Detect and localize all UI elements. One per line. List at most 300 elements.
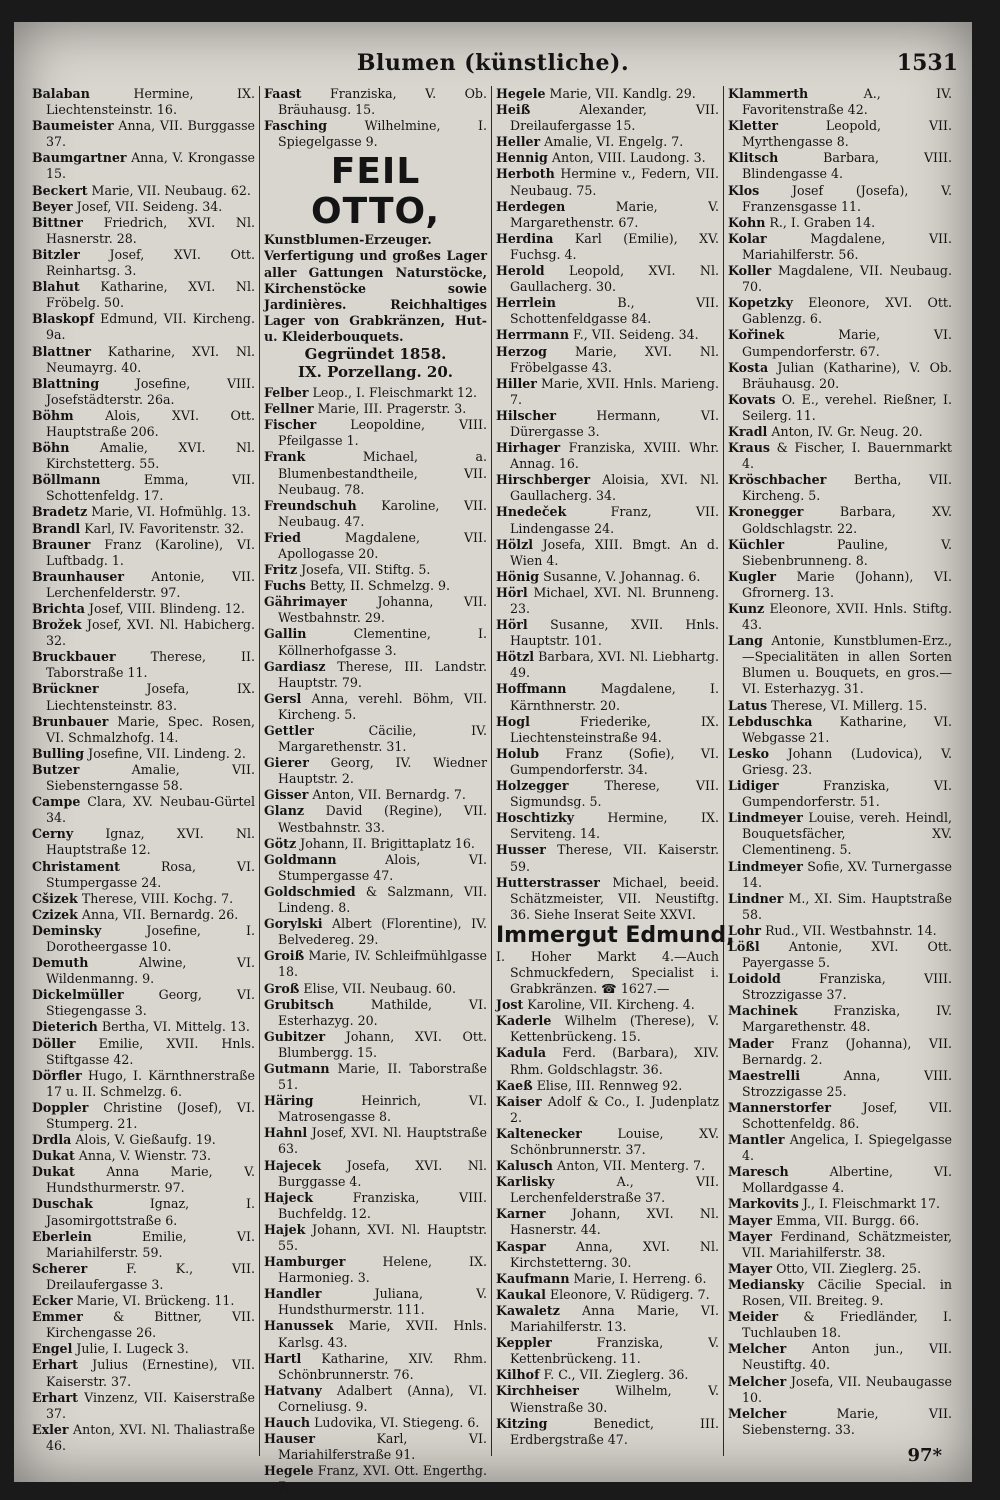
entry-name: Kletter (728, 118, 779, 134)
entry-details: Anna Marie, VI. Mariahilferstr. 13. (510, 1302, 719, 1335)
directory-entry (728, 392, 952, 424)
directory-entry (264, 385, 487, 401)
directory-entry (496, 997, 719, 1013)
entry-details: Benedict, III. Erdbergstraße 47. (510, 1415, 719, 1447)
directory-entry (728, 1261, 952, 1277)
entry-details: Josef, VIII. Blindeng. 12. (88, 601, 245, 616)
directory-entry (728, 939, 952, 971)
entry-details: Vinzenz, VII. Kaiserstraße 37. (46, 1389, 255, 1421)
entry-name: Götz (264, 835, 297, 851)
directory-entry (264, 86, 487, 118)
entry-details: Hermine, IX. Serviteng. 14. (510, 810, 719, 842)
entry-details: Josef, XVI. Nl. Habicherg. 32. (46, 617, 255, 649)
directory-entry (496, 102, 719, 134)
entry-name: Meider (728, 1309, 779, 1325)
directory-entry (496, 86, 719, 102)
directory-entry (32, 746, 255, 762)
entry-details: Emma, VII. Burgg. 66. (776, 1212, 920, 1228)
directory-entry (496, 1271, 719, 1287)
directory-entry (496, 1303, 719, 1335)
entry-name: Mannerstorfer (728, 1099, 832, 1115)
ad-immergut-name: Immergut Edmund, (496, 922, 735, 948)
entry-name: Maresch (728, 1164, 789, 1180)
entry-details: Marie, IV. Schleifmühlgasse 18. (278, 948, 487, 980)
directory-entry (728, 537, 952, 569)
entry-details: Franziska, V. Ob. Bräuhausg. 15. (278, 86, 487, 118)
directory-entry (496, 440, 719, 472)
entry-details: Magdalene, VII. Neubaug. 70. (742, 263, 952, 295)
entry-details: Josefine, I. Dorotheergasse 10. (46, 922, 255, 954)
entry-name: Fried (264, 529, 301, 545)
directory-entry (264, 916, 487, 948)
entry-details: Josefine, VII. Lindeng. 2. (88, 745, 246, 761)
entry-name: Lohr (728, 922, 762, 938)
directory-entry (264, 626, 487, 658)
entry-details: Louise, vereh. Heindl, Bouquetsfächer, XV. Clementineng. 5. (742, 810, 952, 858)
directory-entry (496, 778, 719, 810)
entry-details: F. C., VII. Zieglerg. 36. (543, 1367, 689, 1383)
entry-details: Emilie, XVII. Hnls. Stiftgasse 42. (46, 1035, 255, 1067)
entry-name: Mayer (728, 1212, 773, 1228)
directory-entry (264, 948, 487, 980)
directory-entry (496, 875, 719, 923)
entry-details: Heinrich, VI. Matrosengasse 8. (278, 1093, 487, 1125)
entry-name: Döller (32, 1035, 76, 1051)
entry-name: Kaufmann (496, 1270, 570, 1286)
entry-details: Anton, XVI. Nl. Thaliastraße 46. (46, 1421, 255, 1453)
directory-entry (32, 649, 255, 681)
directory-entry (32, 569, 255, 601)
entry-details: & Fischer, I. Bauernmarkt 4. (742, 440, 952, 472)
entry-name: Braunhauser (32, 568, 124, 584)
entry-name: Blahut (32, 279, 80, 295)
directory-entry (32, 1390, 255, 1422)
advertisement-feil-otto (264, 152, 487, 381)
entry-details: Ignaz, XVI. Nl. Hauptstraße 12. (46, 826, 255, 858)
entry-details: Franziska, IV. Margarethenstr. 48. (742, 1003, 952, 1035)
directory-entry (728, 1277, 952, 1309)
entry-name: Cšizek (32, 890, 78, 906)
directory-entry (32, 1422, 255, 1454)
entry-details: Wilhelm, V. Wienstraße 30. (510, 1383, 719, 1415)
entry-name: Hörl (496, 617, 528, 633)
entry-details: Marie, VII. Neubaug. 62. (91, 182, 251, 198)
entry-name: Drdla (32, 1132, 72, 1148)
directory-entry (264, 691, 487, 723)
directory-entry (496, 295, 719, 327)
directory-entry (264, 1415, 487, 1431)
directory-entry (264, 1463, 487, 1495)
entry-details: Susanne, XVII. Hnls. Hauptstr. 101. (510, 617, 719, 649)
entry-details: Anna, VII. Bernardg. 26. (81, 906, 239, 922)
entry-name: Blaskopf (32, 311, 95, 327)
entry-details: Josef, VII. Seideng. 34. (76, 198, 223, 214)
entry-details: Alwine, VI. Wildenmanng. 9. (46, 955, 255, 987)
entry-name: Kadula (496, 1045, 547, 1061)
entry-name: Bruckbauer (32, 649, 116, 665)
directory-entry (32, 1196, 255, 1228)
entry-name: Fellner (264, 401, 314, 417)
directory-entry (496, 617, 719, 649)
entry-name: Goldschmied (264, 883, 356, 899)
directory-entry (264, 417, 487, 449)
entry-name: Campe (32, 794, 81, 810)
footer-signature: 97* (907, 1445, 942, 1466)
entry-name: Balaban (32, 86, 90, 101)
entry-details: Juliana, V. Hundsthurmerstr. 111. (278, 1286, 487, 1318)
entry-details: Otto, VII. Zieglerg. 25. (776, 1260, 922, 1276)
entry-details: F. K., VII. Dreilaufergasse 3. (46, 1260, 255, 1292)
entry-details: Marie, III. Pragerstr. 3. (317, 401, 467, 417)
directory-entry (728, 859, 952, 891)
directory-entry (728, 1341, 952, 1373)
directory-entry (264, 884, 487, 916)
entry-name: Jost (496, 997, 524, 1013)
entry-details: Johann, II. Brigittaplatz 16. (300, 835, 475, 851)
entry-details: Franziska, VIII. Buchfeldg. 12. (278, 1189, 487, 1221)
entry-name: Fuchs (264, 578, 306, 594)
entry-details: Franziska, VIII. Strozzigasse 37. (742, 971, 952, 1003)
entry-details: Leopold, XVI. Nl. Gaullacherg. 30. (510, 263, 719, 295)
entry-details: Elise, III. Rennweg 92. (536, 1077, 683, 1093)
entry-details: Anton, VII. Bernardg. 7. (312, 787, 466, 803)
directory-entry (728, 1229, 952, 1261)
entry-details: Marie, VI. Hofmühlg. 13. (91, 504, 251, 520)
entry-details: Therese, II. Taborstraße 11. (46, 649, 255, 681)
directory-entry (32, 1100, 255, 1132)
entry-name: Kirchheiser (496, 1383, 579, 1399)
entry-details: Adalbert (Anna), VI. Corneliusg. 9. (278, 1382, 487, 1414)
directory-entry (32, 440, 255, 472)
entry-details: Magdalene, I. Kärnthnerstr. 20. (510, 681, 719, 713)
entry-details: Franziska, V. Kettenbrückeng. 11. (510, 1335, 719, 1367)
entry-name: Kradl (728, 423, 768, 439)
entry-name: Dukat (32, 1148, 75, 1164)
directory-entry (32, 247, 255, 279)
entry-name: Mantler (728, 1132, 785, 1148)
entry-name: Häring (264, 1093, 314, 1109)
entry-details: Anna, V. Krongasse 15. (46, 150, 255, 182)
entry-details: Josefine, VIII. Josefstädterstr. 26a. (46, 375, 255, 407)
directory-entry (496, 649, 719, 681)
entry-details: Johann, XVI. Nl. Hasnerstr. 44. (510, 1206, 719, 1238)
entry-name: Heller (496, 134, 541, 150)
directory-entry (728, 633, 952, 697)
directory-entry (32, 183, 255, 199)
ad-immergut-text: I. Hoher Markt 4.—Auch Schmuckfedern, Specialist i. Grabkränzen. ☎ 1627.— (496, 948, 719, 997)
entry-name: Karner (496, 1206, 546, 1222)
directory-entry (264, 1351, 487, 1383)
entry-details: Antonie, VII. Lerchenfelderstr. 97. (46, 568, 255, 600)
directory-entry (264, 1190, 487, 1222)
entry-name: Bradetz (32, 504, 88, 520)
entry-details: Barbara, XV. Goldschlagstr. 22. (742, 504, 952, 536)
page-title: Blumen (künstliche). (356, 50, 630, 76)
entry-details: Wilhelmine, I. Spiegelgasse 9. (278, 118, 487, 150)
entry-details: Amalie, XVI. Nl. Kirchstetterg. 55. (46, 440, 255, 472)
entry-name: Felber (264, 385, 309, 401)
entry-details: Karoline, VII. Neubaug. 47. (278, 497, 487, 529)
entry-name: Hoffmann (496, 681, 567, 697)
entry-details: Alexander, VII. Dreilaufergasse 15. (510, 102, 719, 134)
entry-details: Franz (Sofie), VI. Gumpendorferstr. 34. (510, 745, 719, 777)
directory-entry (32, 1341, 255, 1357)
entry-name: Melcher (728, 1341, 787, 1357)
entry-name: Glanz (264, 803, 305, 819)
entry-details: Eleonore, XVII. Hnls. Stiftg. 43. (742, 601, 952, 633)
entry-name: Bulling (32, 745, 85, 761)
entry-name: Brauner (32, 536, 91, 552)
entry-details: Julie, I. Lugeck 3. (76, 1341, 189, 1357)
entry-name: Hegele (496, 86, 546, 101)
entry-details: Franz (Johanna), VII. Bernardg. 2. (742, 1035, 952, 1067)
entry-name: Karlisky (496, 1174, 555, 1190)
entry-name: Deminsky (32, 922, 102, 938)
entry-details: Marie, VII. Siebensterng. 33. (742, 1405, 952, 1437)
entry-name: Erhart (32, 1389, 79, 1405)
directory-entry (32, 1068, 255, 1100)
directory-entry (728, 295, 952, 327)
directory-entry (728, 1100, 952, 1132)
entry-name: Koller (728, 263, 772, 279)
entry-details: Therese, VII. Kaiserstr. 59. (510, 842, 719, 874)
entry-name: Lidiger (728, 778, 779, 794)
entry-details: Edmund, VII. Kircheng. 9a. (46, 311, 255, 343)
entry-details: O. E., verehel. Rießner, I. Seilerg. 11. (742, 391, 952, 423)
entry-details: Rosa, VI. Stumpergasse 24. (46, 858, 255, 890)
entry-name: Gährimayer (264, 594, 347, 610)
entry-details: Marie, Spec. Rosen, VI. Schmalzhofg. 14. (46, 713, 255, 745)
directory-entry (728, 1068, 952, 1100)
entry-name: Handler (264, 1286, 322, 1302)
entry-name: Lindmeyer (728, 858, 803, 874)
entry-name: Frank (264, 449, 306, 465)
entry-name: Herrmann (496, 327, 569, 343)
directory-entry (496, 134, 719, 150)
directory-entry (32, 118, 255, 150)
entry-name: Kronegger (728, 504, 804, 520)
entry-details: Barbara, VIII. Blindengasse 4. (742, 150, 952, 182)
directory-entry (496, 537, 719, 569)
entry-details: B., VII. Schottenfeldgasse 84. (510, 295, 719, 327)
directory-entry (728, 1406, 952, 1438)
entry-name: Demuth (32, 955, 89, 971)
entry-name: Ecker (32, 1293, 73, 1309)
entry-details: Josef, XVI. Nl. Hauptstraße 63. (278, 1125, 487, 1157)
entry-name: Hatvany (264, 1382, 322, 1398)
entry-details: Amalie, VII. Siebensterngasse 58. (46, 761, 255, 794)
entry-details: Bertha, VII. Kircheng. 5. (742, 472, 952, 504)
entry-details: Michael, XVI. Nl. Brunneng. 23. (510, 584, 719, 616)
entry-details: A., IV. Favoritenstraße 42. (742, 86, 952, 118)
directory-entry (264, 659, 487, 691)
entry-details: Anna Marie, V. Hundsthurmerstr. 97. (46, 1164, 255, 1196)
directory-entry (728, 1213, 952, 1229)
directory-entry (496, 1174, 719, 1206)
entry-details: Emilie, VI. Mariahilferstr. 59. (46, 1228, 255, 1260)
directory-entry (728, 891, 952, 923)
entry-name: Gersl (264, 690, 302, 706)
entry-name: Herrlein (496, 295, 556, 311)
entry-name: Brandl (32, 520, 81, 536)
directory-entry (32, 344, 255, 376)
entry-details: Anna, VII. Burggasse 37. (46, 118, 255, 150)
entry-details: Christine (Josef), VI. Stumperg. 21. (46, 1099, 255, 1131)
entry-name: Hogl (496, 713, 530, 729)
entry-name: Kovats (728, 391, 776, 407)
directory-entry (496, 1013, 719, 1045)
entry-details: A., VII. Lerchenfelderstraße 37. (510, 1174, 719, 1206)
entry-name: Beckert (32, 182, 88, 198)
directory-entry (496, 408, 719, 440)
directory-entry (264, 530, 487, 562)
directory-entry (496, 585, 719, 617)
directory-entry (264, 803, 487, 835)
entry-details: Aloisia, XVI. Nl. Gaullacherg. 34. (510, 472, 719, 504)
entry-details: Rud., VII. Westbahnstr. 14. (765, 922, 937, 938)
entry-details: Cäcilie, IV. Margarethenstr. 31. (278, 723, 487, 755)
entry-details: & Bittner, VII. Kirchengasse 26. (46, 1309, 255, 1341)
entry-details: Ferdinand, Schätzmeister, VII. Mariahilferstr. 38. (742, 1228, 952, 1260)
directory-entry (264, 1222, 487, 1254)
entry-name: Mayer (728, 1228, 773, 1244)
directory-entry (32, 1132, 255, 1148)
entry-name: Husser (496, 842, 546, 858)
directory-entry (496, 1126, 719, 1158)
entry-details: R., I. Graben 14. (769, 214, 876, 230)
directory-entry (264, 852, 487, 884)
entry-name: Bitzler (32, 246, 80, 262)
directory-entry (264, 1029, 487, 1061)
directory-entry (264, 401, 487, 417)
entry-name: Böhm (32, 407, 74, 423)
entry-name: Herdina (496, 230, 554, 246)
entry-name: Hutterstrasser (496, 874, 600, 890)
directory-entry (32, 1261, 255, 1293)
directory-entry (32, 521, 255, 537)
entry-name: Hiller (496, 375, 537, 391)
entry-details: Julius (Ernestine), VII. Kaiserstr. 37. (46, 1357, 255, 1389)
entry-details: Elise, VII. Neubaug. 60. (303, 980, 456, 996)
entry-details: Hugo, I. Kärnthnerstraße 17 u. II. Schmelzg. 6. (46, 1067, 255, 1099)
entry-details: Franziska, VI. Gumpendorferstr. 51. (742, 778, 952, 810)
entry-details: Magdalene, VII. Mariahilferstr. 56. (742, 230, 952, 262)
entry-details: Pauline, V. Siebenbrunneng. 8. (742, 536, 952, 568)
entry-details: Karl, IV. Favoritenstr. 32. (84, 520, 245, 536)
entry-details: Marie (Johann), VI. Gfrornerg. 13. (742, 568, 952, 600)
directory-entry (264, 755, 487, 787)
entry-name: Kopetzky (728, 295, 793, 311)
entry-name: Lebduschka (728, 713, 813, 729)
entry-name: Hahnl (264, 1125, 308, 1141)
entry-details: Susanne, V. Johannag. 6. (543, 568, 701, 584)
entry-details: Marie, VI. Brückeng. 11. (76, 1293, 235, 1309)
entry-details: Johanna, VII. Westbahnstr. 29. (278, 594, 487, 626)
entry-name: Dörfler (32, 1067, 82, 1083)
entry-name: Herboth (496, 166, 555, 182)
directory-entry (496, 1239, 719, 1271)
entry-name: Brožek (32, 617, 82, 633)
directory-entry (728, 971, 952, 1003)
directory-entry (728, 1196, 952, 1212)
entry-details: Marie, I. Herreng. 6. (573, 1270, 707, 1286)
directory-entry (32, 601, 255, 617)
entry-name: Loidold (728, 971, 781, 987)
entry-details: Georg, VI. Stiegengasse 3. (46, 987, 255, 1019)
directory-entry (32, 955, 255, 987)
directory-entry (32, 1036, 255, 1068)
entry-details: Marie, VI. Gumpendorferstr. 67. (742, 327, 952, 359)
entry-name: Hilscher (496, 407, 557, 423)
directory-entry (728, 86, 952, 118)
entry-name: Scherer (32, 1260, 88, 1276)
directory-entry (496, 1045, 719, 1077)
entry-name: Hajeck (264, 1189, 314, 1205)
directory-entry (264, 1286, 487, 1318)
directory-entry (728, 601, 952, 633)
directory-entry (496, 746, 719, 778)
directory-entry (496, 199, 719, 231)
entry-name: Faast (264, 86, 302, 101)
entry-details: Julian (Katharine), V. Ob. Bräuhausg. 20. (742, 359, 952, 391)
directory-entry (264, 1093, 487, 1125)
directory-entry (32, 1164, 255, 1196)
entry-name: Kaltenecker (496, 1125, 582, 1141)
entry-details: F., VII. Seideng. 34. (573, 327, 699, 343)
entry-name: Dickelmüller (32, 987, 124, 1003)
directory-entry (728, 472, 952, 504)
entry-name: Keppler (496, 1335, 552, 1351)
directory-entry (728, 215, 952, 231)
directory-entry (264, 594, 487, 626)
entry-details: Karoline, VII. Kircheng. 4. (527, 997, 695, 1013)
entry-name: Christament (32, 858, 120, 874)
entry-name: Kugler (728, 568, 777, 584)
directory-entry (32, 1148, 255, 1164)
entry-name: Brückner (32, 681, 99, 697)
entry-name: Bittner (32, 214, 83, 230)
directory-entry (496, 231, 719, 263)
entry-details: Friederike, IX. Liechtensteinstraße 94. (510, 713, 719, 745)
entry-name: Kunz (728, 601, 765, 616)
entry-details: Anna, VIII. Strozzigasse 25. (742, 1067, 952, 1099)
entry-details: Therese, VI. Millerg. 15. (771, 697, 928, 713)
directory-entry (496, 842, 719, 874)
entry-name: Kröschbacher (728, 472, 827, 488)
entry-name: Blattning (32, 375, 100, 391)
entry-name: Herdegen (496, 198, 566, 214)
directory-entry (728, 1003, 952, 1035)
entry-name: Kohn (728, 214, 766, 230)
directory-entry (264, 449, 487, 497)
entry-name: Mediansky (728, 1276, 804, 1292)
entry-name: Hoschtizky (496, 810, 575, 826)
entry-details: Wilhelm (Therese), V. Kettenbrückeng. 15. (510, 1013, 719, 1045)
entry-name: Hajecek (264, 1157, 322, 1173)
entry-name: Kaspar (496, 1238, 546, 1254)
entry-details: Marie, XVII. Hnls. Marieng. 7. (510, 375, 719, 407)
entry-name: Hirhager (496, 440, 561, 456)
entry-details: Therese, III. Landstr. Hauptstr. 79. (278, 658, 487, 690)
entry-name: Engel (32, 1341, 73, 1357)
entry-name: Dieterich (32, 1019, 98, 1035)
entry-details: & Salzmann, VII. Lindeng. 8. (278, 883, 487, 916)
directory-entry (32, 537, 255, 569)
entry-name: Klammerth (728, 86, 809, 101)
directory-entry (728, 360, 952, 392)
entry-details: Bertha, VI. Mittelg. 13. (101, 1019, 250, 1035)
entry-details: Johann, XVI. Nl. Hauptstr. 55. (278, 1221, 487, 1253)
